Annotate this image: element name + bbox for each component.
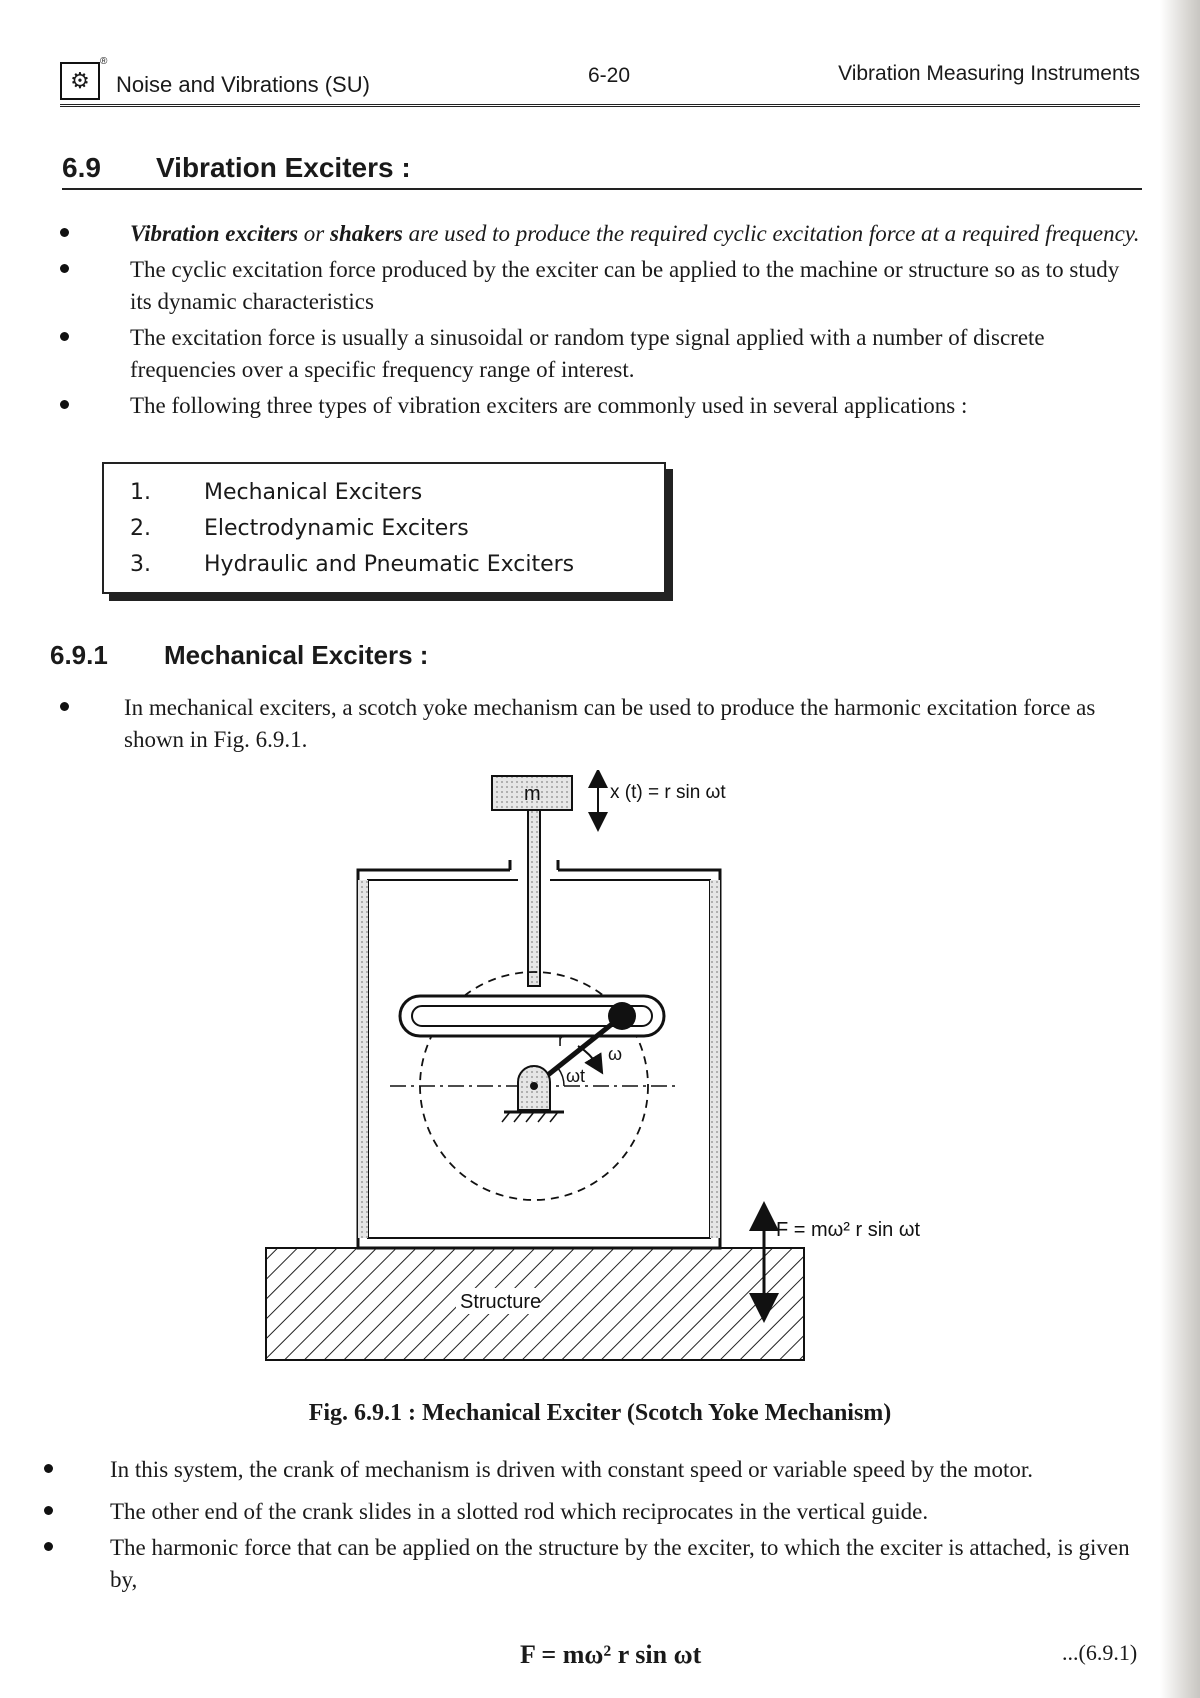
structure-label: Structure xyxy=(460,1291,542,1313)
term-shakers: shakers xyxy=(330,221,403,246)
bullet-item xyxy=(56,390,1141,422)
list-label: Mechanical Exciters xyxy=(204,480,423,505)
bullet-dot xyxy=(44,1464,53,1473)
section-title: Vibration Exciters : xyxy=(156,152,411,183)
scotch-yoke-figure xyxy=(260,770,950,1370)
bullet-dot xyxy=(44,1506,53,1515)
page-number: 6-20 xyxy=(588,64,631,87)
list-number: 2. xyxy=(130,516,151,541)
bullet-text: The other end of the crank slides in a slotted rod which reciprocates in the vertical guide. xyxy=(110,1499,929,1524)
publisher-logo-icon: ⚙ xyxy=(60,62,100,100)
bullet-dot xyxy=(60,332,69,341)
bullet-item xyxy=(40,1496,1145,1528)
bullet-text: are used to produce the required cyclic excitation force at a required frequency. xyxy=(402,221,1140,246)
bullet-item xyxy=(40,1532,1145,1596)
section-heading xyxy=(62,152,1142,190)
bullet-text: The cyclic excitation force produced by the exciter can be applied to the machine or structure so as to study its dynamic characteristics xyxy=(130,257,1120,314)
bullet-text: or xyxy=(298,221,330,246)
crank-pin xyxy=(608,1002,636,1030)
list-number: 1. xyxy=(130,480,151,505)
book-title: Noise and Vibrations (SU) xyxy=(116,72,370,97)
term-vibration-exciters: Vibration exciters xyxy=(130,221,299,246)
page-edge-shadow xyxy=(1160,0,1200,1698)
bullet-item xyxy=(56,218,1141,250)
bullet-text: The excitation force is usually a sinusoidal or random type signal applied with a number of discrete frequencies over a specific frequency range of interest. xyxy=(130,325,1045,382)
explanation-bullets xyxy=(40,1454,1145,1600)
chapter-title: Vibration Measuring Instruments xyxy=(838,62,1140,85)
bullet-dot xyxy=(60,228,69,237)
section-number: 6.9 xyxy=(62,152,101,183)
list-label: Electrodynamic Exciters xyxy=(204,516,469,541)
bullet-dot xyxy=(60,264,69,273)
subsection-heading xyxy=(50,640,428,671)
housing-wall-fill xyxy=(710,880,720,1238)
list-label: Hydraulic and Pneumatic Exciters xyxy=(204,552,575,577)
force-equation: F = mω² r sin ωt xyxy=(520,1640,702,1669)
bullet-dot xyxy=(44,1542,53,1551)
subsection-number: 6.9.1 xyxy=(50,640,108,670)
angle-label: ωt xyxy=(566,1066,586,1086)
equation-number: ...(6.9.1) xyxy=(1062,1640,1138,1665)
bullet-text: In this system, the crank of mechanism is driven with constant speed or variable speed by the motor. xyxy=(110,1457,1033,1482)
mass-label: m xyxy=(524,783,541,805)
housing-wall-fill xyxy=(358,880,368,1238)
subsection-bullets xyxy=(56,692,1141,760)
exciter-type-item xyxy=(130,480,422,505)
bullet-item xyxy=(56,692,1141,756)
exciter-types-box xyxy=(102,462,666,594)
page-header xyxy=(60,56,1140,107)
bullet-item xyxy=(56,322,1141,386)
force-label: F = mω² r sin ωt xyxy=(776,1219,921,1241)
figure-caption: Fig. 6.9.1 : Mechanical Exciter (Scotch Yoke Mechanism) xyxy=(308,1400,892,1426)
section-bullets xyxy=(56,218,1141,426)
omega-label: ω xyxy=(608,1044,623,1064)
displacement-label: x (t) = r sin ωt xyxy=(610,782,726,803)
registered-mark-icon: ® xyxy=(100,56,108,67)
bullet-text: The following three types of vibration exciters are commonly used in several applications : xyxy=(130,393,968,418)
exciter-type-item xyxy=(130,516,469,541)
bullet-text: In mechanical exciters, a scotch yoke mechanism can be used to produce the harmonic excitation force as shown in Fig. 6.9.1. xyxy=(124,695,1096,752)
rotation-arrow-icon xyxy=(578,1046,598,1066)
subsection-title: Mechanical Exciters : xyxy=(164,640,429,670)
scotch-yoke-diagram xyxy=(260,770,950,1370)
bullet-dot xyxy=(60,400,69,409)
yoke-rod xyxy=(528,810,540,986)
bullet-item xyxy=(56,254,1141,318)
list-number: 3. xyxy=(130,552,151,577)
bullet-item xyxy=(40,1454,1145,1486)
bullet-dot xyxy=(60,702,69,711)
radius-label: r xyxy=(558,1030,564,1050)
exciter-type-item xyxy=(130,552,574,577)
bullet-text: The harmonic force that can be applied on the structure by the exciter, to which the exciter is attached, is given by, xyxy=(110,1535,1130,1592)
